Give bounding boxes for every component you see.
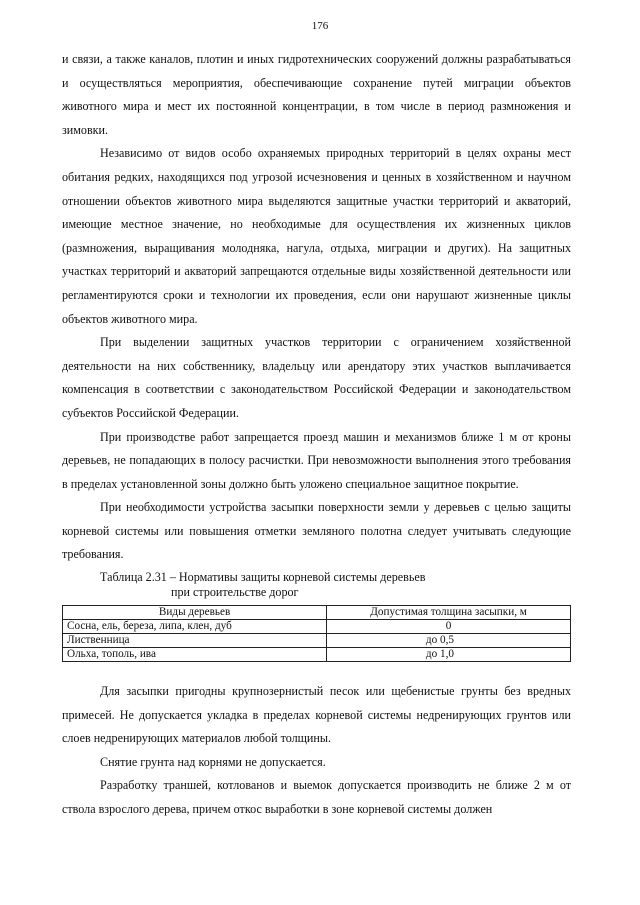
tree-kind-cell: Ольха, тополь, ива [63, 648, 327, 662]
table-caption-subtitle: при строительстве дорог [171, 585, 299, 600]
paragraph: При выделении защитных участков территории с ограничением хозяйственной деятельности на них собственнику, владельцу или арендатору этих участков выплачивается компенсация в соответствии с законодательством Российской Федерации и законодательством субъектов Российской Федерации. [62, 335, 571, 420]
paragraph: Независимо от видов особо охраняемых природных территорий в целях охраны мест обитания редких, находящихся под угрозой исчезновения и ценных в хозяйственном и научном отношении объектов животного мира выделяются защитные участки территорий и акваторий, имеющие местное значение, но необходимые для осуществления их жизненных циклов (размножения, выращивания молодняка, нагула, отдыха, миграции и других). На защитных участках территорий и акваторий запрещаются отдельные виды хозяйственной деятельности или регламентируются сроки и технологии их проведения, если они нарушают жизненные циклы объектов животного мира. [62, 146, 571, 326]
paragraph: При необходимости устройства засыпки поверхности земли у деревьев с целью защиты корневой системы или повышения отметки земляного полотна следует учитывать следующие требования. [62, 500, 571, 562]
tree-kind-cell: Сосна, ель, береза, липа, клен, дуб [63, 620, 327, 634]
paragraph: Разработку траншей, котлованов и выемок допускается производить не ближе 2 м от ствола взрослого дерева, причем откос выработки в зоне корневой системы должен [62, 778, 571, 817]
table-row [63, 648, 571, 662]
tree-kind-cell: Лиственница [63, 634, 327, 648]
fill-thickness-cell: до 1,0 [327, 648, 571, 662]
page-number: 176 [311, 20, 329, 32]
paragraph: Снятие грунта над корнями не допускается. [100, 754, 326, 769]
paragraph: При производстве работ запрещается проезд машин и механизмов ближе 1 м от кроны деревьев, не попадающих в полосу расчистки. При невозможности выполнения этого требования в пределах установленной зоны должно быть уложено специальное защитное покрытие. [62, 429, 571, 491]
norms-table [62, 605, 571, 662]
page-content [62, 48, 571, 822]
fill-thickness-cell: 0 [327, 620, 571, 634]
table-row [63, 634, 571, 648]
column-header-tree-kind: Виды деревьев [63, 606, 327, 620]
column-header-fill-thickness: Допустимая толщина засыпки, м [327, 606, 571, 620]
table-header-row [63, 606, 571, 620]
paragraph: и связи, а также каналов, плотин и иных гидротехнических сооружений должны разрабатываться и осуществляться мероприятия, обеспечивающие сохранение путей миграции объектов животного мира и мест их постоянной концентрации, в том числе в период размножения и зимовки. [62, 52, 571, 137]
paragraph: Для засыпки пригодны крупнозернистый песок или щебенистые грунты без вредных примесей. Не допускается укладка в пределах корневой системы недренирующих грунтов или слоев недренирующих материалов любой толщины. [62, 684, 571, 746]
table-caption-title: Таблица 2.31 – Нормативы защиты корневой системы деревьев [100, 570, 426, 585]
table-row [63, 620, 571, 634]
table-caption [62, 570, 571, 600]
fill-thickness-cell: до 0,5 [327, 634, 571, 648]
